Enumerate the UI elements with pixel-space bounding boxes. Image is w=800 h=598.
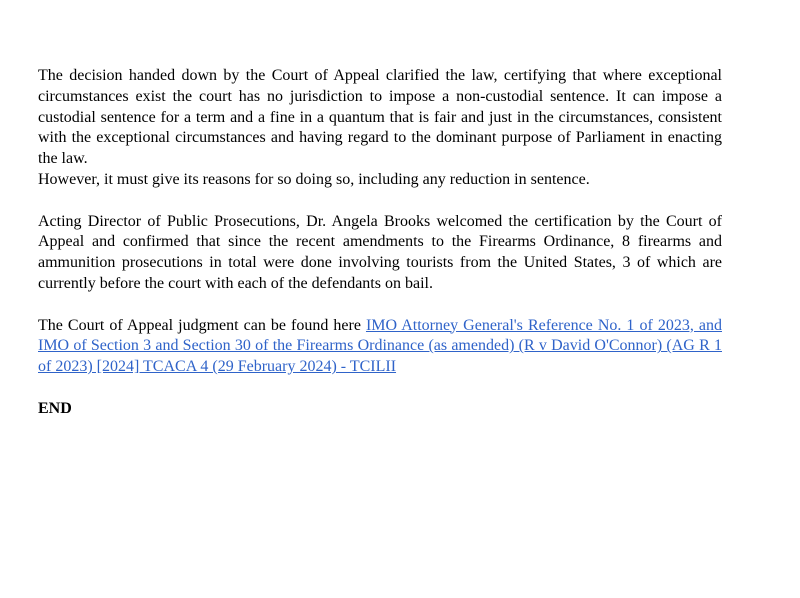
paragraph-judgment-reference <box>38 316 722 378</box>
paragraph-spacer <box>38 191 722 212</box>
end-marker: END <box>38 399 72 417</box>
paragraph-court-decision: The decision handed down by the Court of Appeal clarified the law, certifying that where exceptional circumstances exist the court has no jurisdiction to impose a non-custodial sentence. It can impose a custodial sentence for a term and a fine in a quantum that is fair and just in the circumstances, consistent with the exceptional circumstances and having regard to the dominant purpose of Parliament in enacting the law. <box>38 67 722 168</box>
paragraph-dpp-statement: Acting Director of Public Prosecutions, Dr. Angela Brooks welcomed the certification by the Court of Appeal and confirmed that since the recent amendments to the Firearms Ordinance, 8 firearms and ammunition prosecutions in total were done involving tourists from the United States, 3 of which are currently before the court with each of the defendants on bail. <box>38 212 722 292</box>
paragraph-reasons-line: However, it must give its reasons for so doing so, including any reduction in sentence. <box>38 170 590 188</box>
paragraph-spacer <box>38 378 722 399</box>
paragraph-spacer <box>38 295 722 316</box>
document-body <box>38 66 722 420</box>
judgment-link[interactable]: IMO Attorney General's Reference No. 1 of 2023, and IMO of Section 3 and Section 30 of the Firearms Ordinance (as amended) (R v David O'Connor) (AG R 1 of 2023) [2024] TCACA 4 (29 February 2024) - TCILII <box>38 316 722 376</box>
judgment-intro-text: The Court of Appeal judgment can be found here <box>38 316 366 334</box>
